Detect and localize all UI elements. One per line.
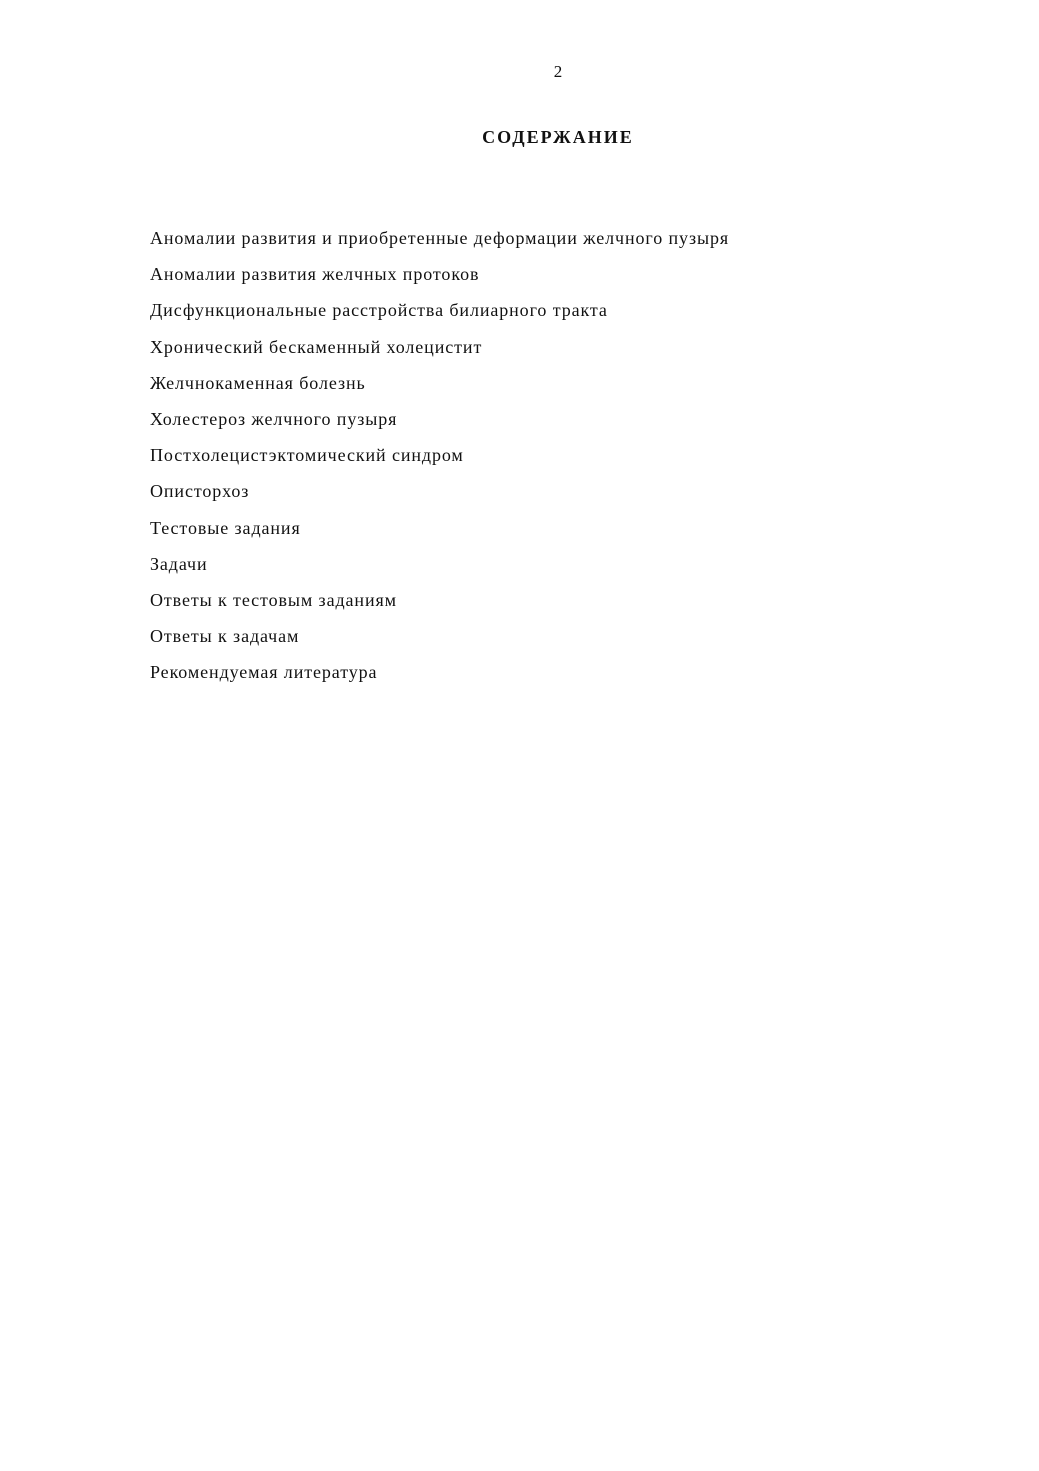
toc-item: Аномалии развития и приобретенные деформации желчного пузыря [150,228,730,248]
toc-item: Хронический бескаменный холецистит [150,336,483,357]
toc-item: Постхолецистэктомический синдром [150,445,464,466]
toc-item: Аномалии развития желчных протоков [150,264,480,285]
toc-item: Описторхоз [150,481,250,502]
page-number: 2 [553,62,563,81]
toc-item: Тестовые задания [150,517,301,538]
toc-item: Желчнокаменная болезнь [150,372,366,393]
toc-item: Рекомендуемая литература [150,662,378,683]
toc-item: Задачи [150,553,208,574]
page-title: СОДЕРЖАНИЕ [482,127,634,147]
toc-item: Холестероз желчного пузыря [150,409,398,430]
toc-item: Ответы к задачам [150,626,300,647]
table-of-contents [150,220,729,691]
toc-item: Ответы к тестовым заданиям [150,590,397,611]
toc-item: Дисфункциональные расстройства билиарного тракта [150,300,608,321]
